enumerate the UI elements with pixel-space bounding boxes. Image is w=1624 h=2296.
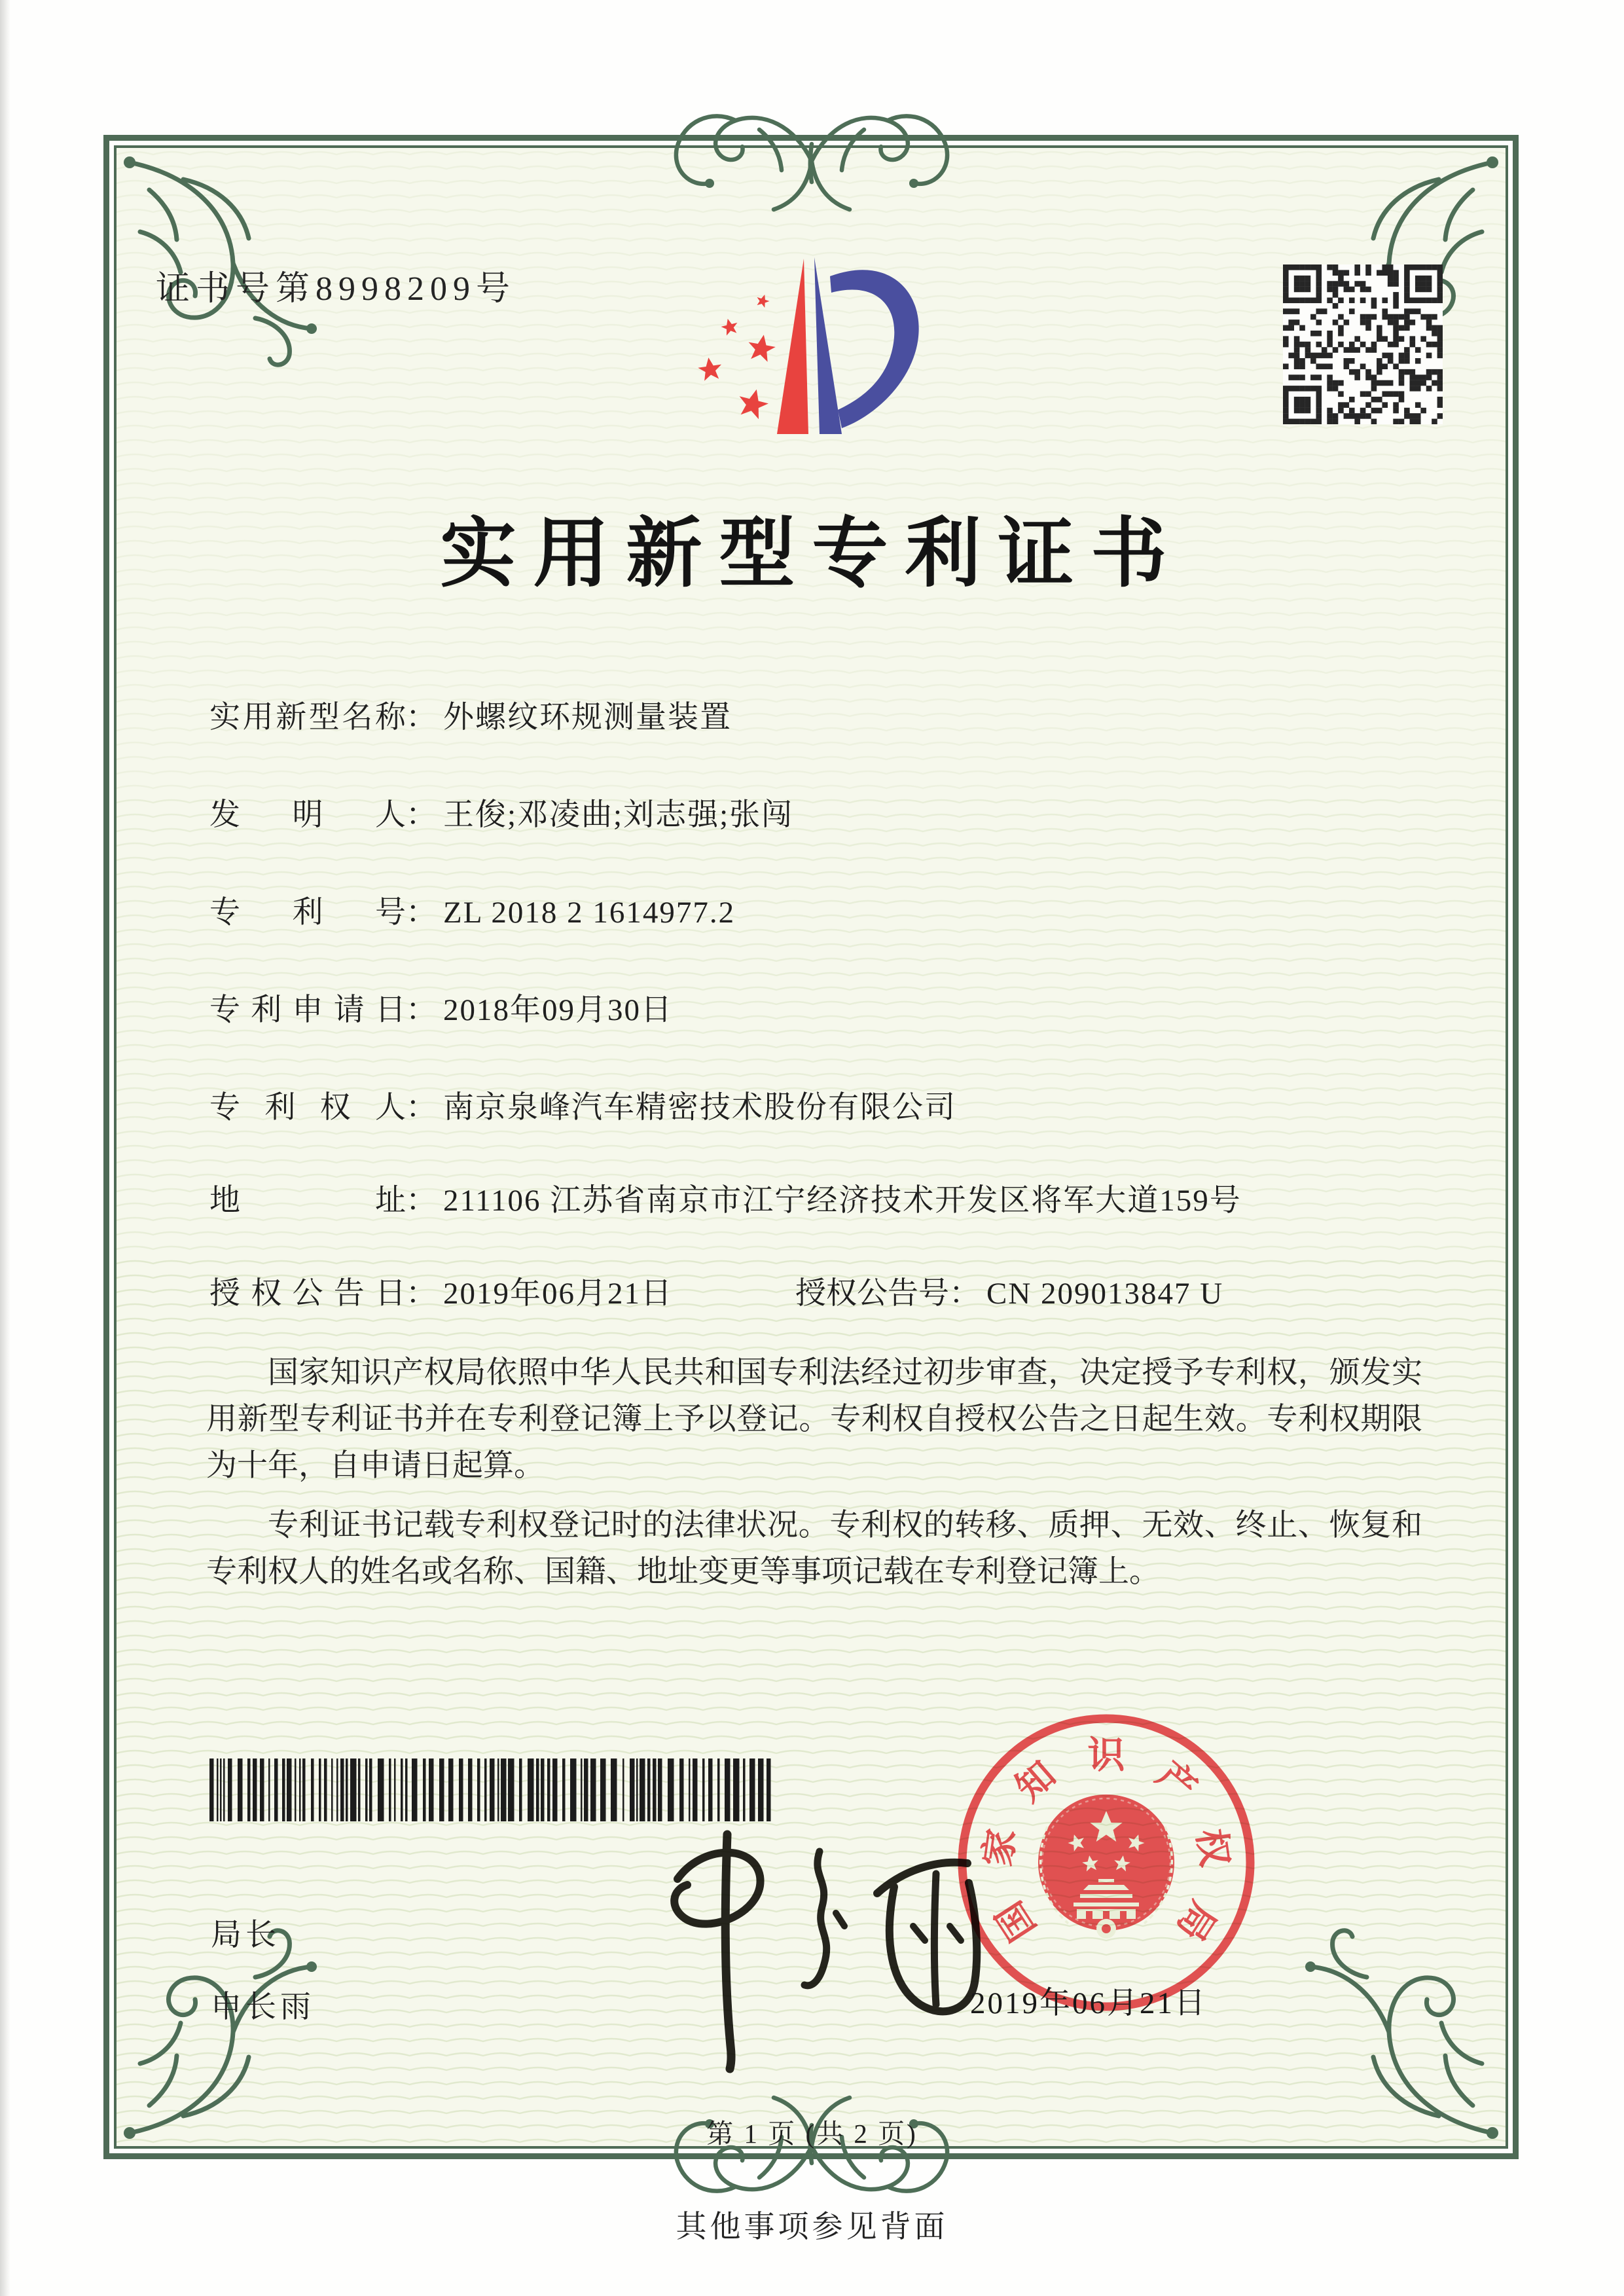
bottom-center-flourish [661,2079,962,2223]
seal-char: 权 [1189,1826,1236,1869]
logo-red-wedge [777,259,808,434]
corner-flourish-bottom-left [120,1926,317,2142]
scan-edge-shadow [0,0,10,2296]
field-label: 专利号 [209,896,406,930]
legal-text [206,1350,1422,1609]
legal-paragraph-2: 专利证书记载专利权登记时的法律状况。专利权的转移、质押、无效、终止、恢复和专利权人的姓名或名称、国籍、地址变更等事项记载在专利登记簿上。 [206,1508,1422,1589]
grant-no-label: 授权公告号 [795,1277,949,1311]
field-value: 王俊;邓凌曲;刘志强;张闯 [443,798,794,832]
field-row-patentee [209,1083,956,1127]
colon: ： [406,701,437,735]
field-label: 专利权人 [209,1091,406,1125]
seal-char: 局 [1168,1893,1224,1948]
seal-char: 家 [977,1826,1024,1869]
officer-name: 申长雨 [211,1990,315,2024]
seal-char: 知 [1008,1754,1064,1810]
barcode [208,1758,778,1821]
seal-char: 识 [1087,1735,1125,1776]
qr-code [1283,264,1443,424]
seal-date: 2019年06月21日 [970,1986,1207,2020]
field-label: 实用新型名称 [209,701,406,735]
cnipa-logo [681,216,956,445]
grant-no-value: CN 209013847 U [986,1277,1224,1311]
colon: ： [406,1091,437,1125]
field-row-address [209,1176,1242,1220]
grant-no-pair [795,1269,1223,1313]
colon: ： [406,798,437,832]
field-value: ZL 2018 2 1614977.2 [443,896,736,930]
field-row-patent-no [209,888,735,932]
colon: ： [949,1277,980,1311]
certificate-title: 实用新型专利证书 [440,513,1184,596]
officer-title: 局长 [211,1918,280,1952]
corner-flourish-bottom-right [1305,1926,1502,2142]
field-value: 外螺纹环规测量装置 [443,701,732,735]
field-row-inventors [209,790,793,834]
grant-date-label: 授权公告日 [209,1277,406,1311]
field-row-name [209,693,732,737]
page-number: 第 1 页 (共 2 页) [706,2119,918,2149]
colon: ： [406,993,437,1027]
field-label: 专利申请日 [209,993,406,1027]
field-label: 地址 [209,1184,406,1218]
field-value: 南京泉峰汽车精密技术股份有限公司 [443,1091,956,1125]
field-value: 211106 江苏省南京市江宁经济技术开发区将军大道159号 [443,1184,1242,1218]
top-center-flourish [661,84,962,228]
field-value: 2018年09月30日 [443,993,673,1027]
seal-char: 国 [988,1893,1044,1948]
colon: ： [406,896,437,930]
legal-paragraph-1: 国家知识产权局依照中华人民共和国专利法经过初步审查，决定授予专利权，颁发实用新型专利证书并在专利登记簿上予以登记。专利权自授权公告之日起生效。专利权期限为十年，自申请日起算。 [206,1356,1422,1483]
colon: ： [406,1277,437,1311]
grant-date-value: 2019年06月21日 [443,1277,673,1311]
footer-note: 其他事项参见背面 [676,2210,948,2244]
seal-char: 产 [1149,1754,1204,1810]
field-label: 发明人 [209,798,406,832]
seal-national-emblem [1038,1795,1174,1939]
certificate-number: 证书号第8998209号 [156,270,516,308]
field-row-grant [209,1269,1224,1313]
colon: ： [406,1184,437,1218]
field-row-filing-date [209,985,673,1029]
logo-p-bowl [830,270,919,428]
